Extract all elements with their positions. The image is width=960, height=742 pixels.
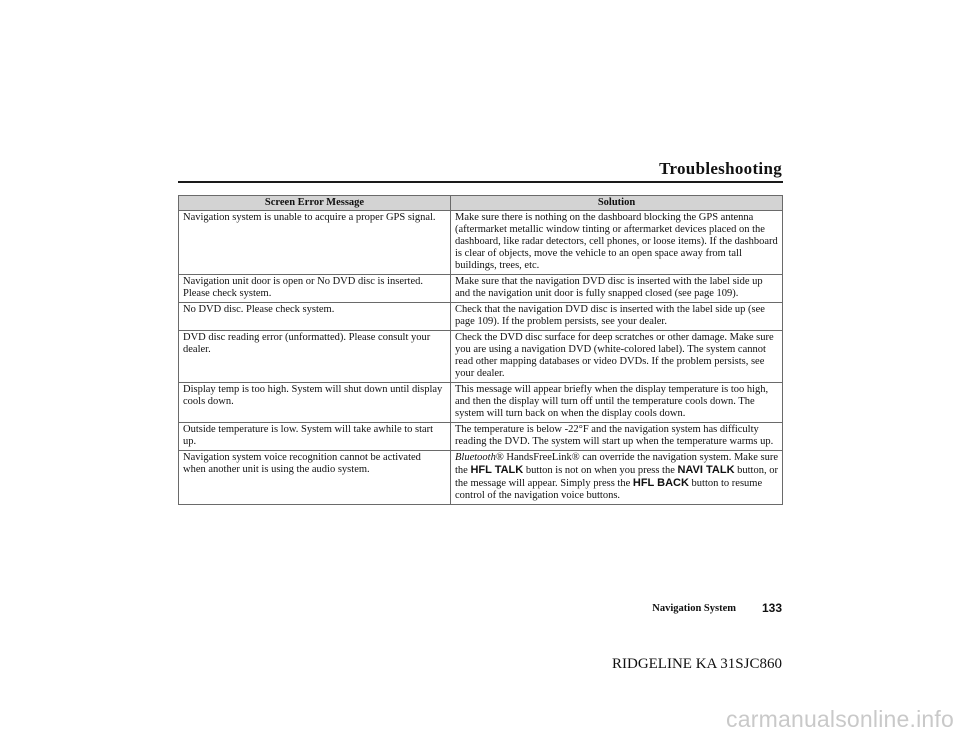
navi-talk-button-label: NAVI TALK xyxy=(677,464,735,476)
error-message-cell: Navigation unit door is open or No DVD disc is inserted. Please check system. xyxy=(179,275,451,303)
error-message-cell: Display temp is too high. System will shut down until display cools down. xyxy=(179,383,451,423)
footer-section-name: Navigation System xyxy=(652,603,736,614)
table-row xyxy=(179,423,783,451)
hfl-talk-button-label: HFL TALK xyxy=(470,464,524,476)
watermark: carmanualsonline.info xyxy=(726,706,954,732)
solution-text: button, or the message will appear. Simply press the xyxy=(455,465,778,489)
column-header-message: Screen Error Message xyxy=(179,196,451,211)
solution-cell: Make sure that the navigation DVD disc is inserted with the label side up and the navigation unit door is fully snapped closed (see page 109). xyxy=(451,275,783,303)
page-title: Troubleshooting xyxy=(659,159,782,178)
solution-text: ® HandsFreeLink® can override the navigation system. Make sure the xyxy=(455,452,778,476)
table-header-row xyxy=(179,196,783,211)
model-code: RIDGELINE KA 31SJC860 xyxy=(611,656,782,672)
solution-cell: Check that the navigation DVD disc is inserted with the label side up (see page 109). If the problem persists, see your dealer. xyxy=(451,303,783,331)
error-message-cell: Navigation system voice recognition cannot be activated when another unit is using the audio system. xyxy=(179,451,451,505)
solution-cell: Make sure there is nothing on the dashboard blocking the GPS antenna (aftermarket metallic window tinting or aftermarket devices placed on the dashboard, like radar detectors, cell phones, or loose items). If the dashboard is clear of objects, move the vehicle to an open space away from tall buildings, trees, etc. xyxy=(451,211,783,275)
table-row xyxy=(179,451,783,505)
bluetooth-brand: Bluetooth xyxy=(455,452,496,463)
error-message-cell: Navigation system is unable to acquire a proper GPS signal. xyxy=(179,211,451,275)
error-message-cell: No DVD disc. Please check system. xyxy=(179,303,451,331)
solution-cell: The temperature is below -22°F and the navigation system has difficulty reading the DVD. The system will start up when the temperature warms up. xyxy=(451,423,783,451)
error-message-cell: Outside temperature is low. System will take awhile to start up. xyxy=(179,423,451,451)
table-row xyxy=(179,331,783,383)
solution-cell: Check the DVD disc surface for deep scratches or other damage. Make sure you are using a navigation DVD (white-colored label). The system cannot read other mapping databases or video DVDs. If the problem persists, see your dealer. xyxy=(451,331,783,383)
hfl-back-button-label: HFL BACK xyxy=(632,477,689,489)
page-number: 133 xyxy=(761,601,782,615)
solution-cell: This message will appear briefly when the display temperature is too high, and then the display will turn off until the temperature cools down. The system will turn back on when the display cools down. xyxy=(451,383,783,423)
table-row xyxy=(179,383,783,423)
table-row xyxy=(179,303,783,331)
solution-text: button is not on when you press the xyxy=(523,465,678,476)
solution-text: button to resume control of the navigation voice buttons. xyxy=(455,478,763,501)
error-message-cell: DVD disc reading error (unformatted). Please consult your dealer. xyxy=(179,331,451,383)
solution-cell xyxy=(451,451,783,505)
table-row xyxy=(179,275,783,303)
column-header-solution: Solution xyxy=(451,196,783,211)
troubleshooting-table xyxy=(178,195,783,505)
table-row xyxy=(179,211,783,275)
title-divider xyxy=(178,181,783,183)
